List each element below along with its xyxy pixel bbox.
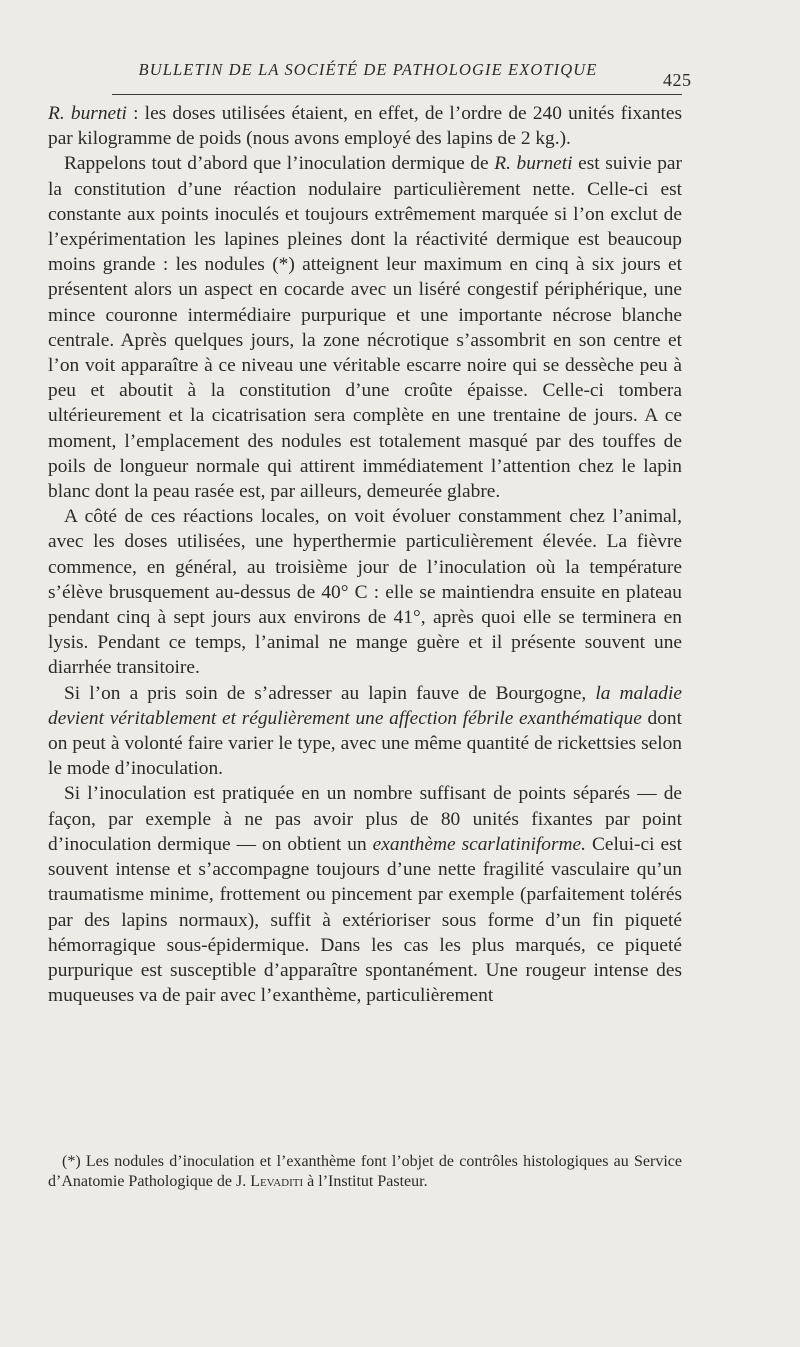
paragraph-text: est suivie par la constitution d’une réaction nodulaire particulièrement nette. Celle-ci est constante aux points inoculés et toujours extrêmement marquée si l’on exclut de l’expérimentation les lapines pleines dont la réactivité dermique est beaucoup moins grande : les nodules (*) atteignent leur maximum en cinq à six jours et présentent alors un aspect en cocarde avec un liséré congestif périphérique, une mince couronne intermédiaire purpurique et une importante nécrose blanche centrale. Après quelques jours, la zone nécrotique s’assombrit en son centre et l’on voit apparaître à ce niveau une véritable escarre noire qui se dessèche peu à peu et aboutit à la constitution d’une croûte épaisse. Celle-ci tombera ultérieurement et la cicatrisation sera complète en une trentaine de jours. A ce moment, l’emplacement des nodules est totalement masqué par des touffes de poils de longueur normale qui attirent immédiatement l’attention chez le lapin blanc dont la peau rasée est, par ailleurs, demeurée glabre. bbox=[48, 153, 682, 503]
header-rule bbox=[112, 94, 682, 95]
species-name: R. burneti bbox=[494, 153, 573, 175]
footnote-rule bbox=[48, 1143, 682, 1144]
paragraph-text: A côté de ces réactions locales, on voit évoluer constamment chez l’animal, avec les doses utilisées, une hyperthermie particulièrement élevée. La fièvre commence, en général, au troisième jour de l’inoculation où la température s’élève brusquement au-dessus de 40° C : elle se maintiendra ensuite en plateau pendant cinq à sept jours aux environs de 41°, après quoi elle se terminera en lysis. Pendant ce temps, l’animal ne mange guère et il présente souvent une diarrhée transitoire. bbox=[48, 506, 682, 679]
species-name: R. burneti bbox=[48, 103, 127, 124]
paragraph-text: Celui-ci est souvent intense et s’accompagne toujours d’une nette fragilité vasculaire qu’un traumatisme minime, frottement ou pincement par exemple (parfaitement tolérés par des lapins normaux), suffit à extérioriser sous forme d’un fin piqueté hémorragique sous-épidermique. Dans les cas les plus marqués, ce piqueté purpurique est susceptible d’apparaître spontanément. Une rougeur intense des muqueuses va de pair avec l’exanthème, particulièrement bbox=[48, 833, 683, 1007]
footnote-text: (*) Les nodules d’inoculation et l’exanthème font l’objet de contrôles histologiques au Service d’Anatomie Pathologique de J. bbox=[48, 1153, 682, 1190]
paragraph-2 bbox=[48, 151, 682, 504]
body-text bbox=[48, 101, 682, 1008]
paragraph-4 bbox=[48, 681, 682, 782]
paragraph-text: Rappelons tout d’abord que l’inoculation dermique de bbox=[64, 153, 495, 175]
emphasis-text: exanthème scarlatiniforme. bbox=[372, 833, 586, 855]
paragraph-1 bbox=[48, 101, 682, 151]
author-name: Levaditi bbox=[250, 1173, 304, 1190]
paragraph-3 bbox=[48, 504, 682, 680]
paragraph-5 bbox=[48, 781, 682, 1008]
page-number: 425 bbox=[663, 70, 692, 90]
paragraph-text: : les doses utilisées étaient, en effet, de l’ordre de 240 unités fixantes par kilogramme de poids (nous avons employé des lapins de 2 kg.). bbox=[48, 103, 682, 150]
paragraph-text: Si l’on a pris soin de s’adresser au lapin fauve de Bourgogne, bbox=[64, 682, 596, 704]
running-head: BULLETIN DE LA SOCIÉTÉ DE PATHOLOGIE EXOTIQUE bbox=[138, 60, 598, 79]
footnote-text: à l’Institut Pasteur. bbox=[303, 1173, 428, 1190]
footnote bbox=[48, 1152, 682, 1192]
paragraph-text: dont on peut à volonté faire varier le type, avec une même quantité de rickettsies selon le mode d’inoculation. bbox=[48, 707, 682, 780]
emphasis-text: la maladie devient véritablement et régulièrement une affection fébrile exanthématique bbox=[48, 682, 682, 729]
paragraph-text: Si l’inoculation est pratiquée en un nombre suffisant de points séparés — de façon, par exemple à ne pas avoir plus de 80 unités fixantes par point d’inoculation dermique — on obtient un bbox=[48, 783, 682, 855]
